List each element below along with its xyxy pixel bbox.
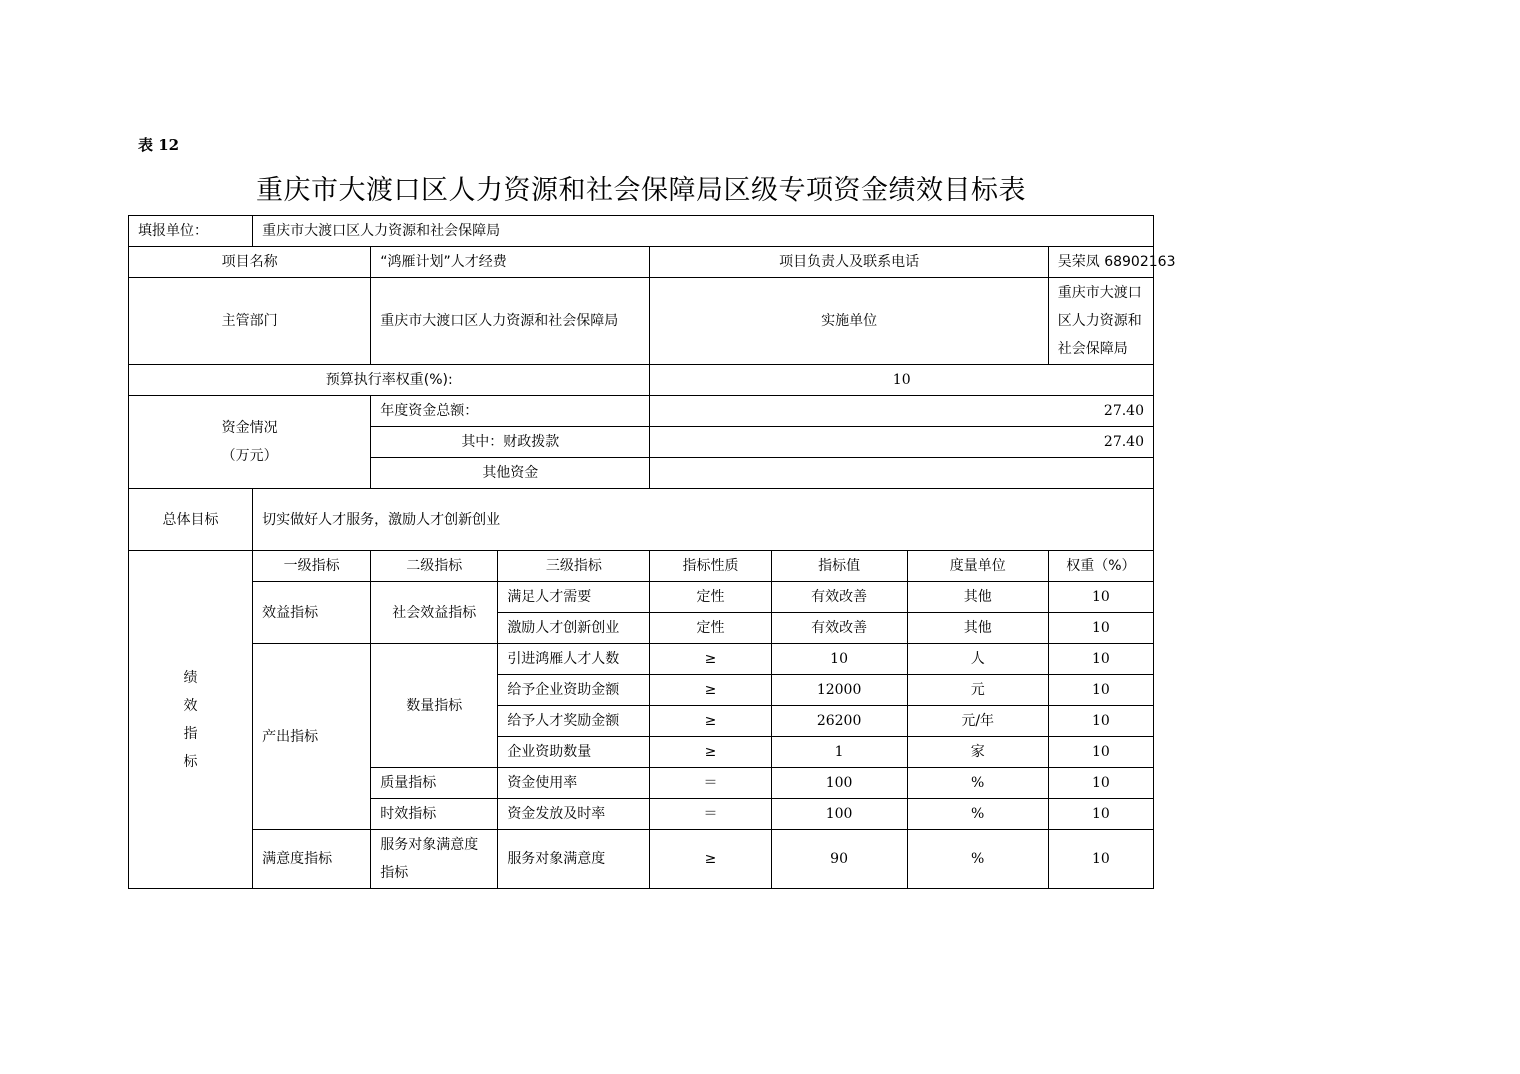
level3-cell: 引进鸿雁人才人数 (498, 644, 650, 675)
unit-cell: 其他 (907, 613, 1048, 644)
weight-cell: 10 (1048, 582, 1153, 613)
table-row (129, 551, 1154, 582)
unit-cell: % (907, 799, 1048, 830)
performance-target-table (128, 215, 1176, 889)
weight-cell: 10 (1048, 737, 1153, 768)
impl-unit-value: 重庆市大渡口区人力资源和社会保障局 (1048, 278, 1153, 365)
funds-other-value (650, 458, 1154, 489)
table-row (129, 247, 1154, 278)
weight-cell: 10 (1048, 644, 1153, 675)
column-header: 指标值 (771, 551, 907, 582)
weight-cell: 10 (1048, 613, 1153, 644)
level3-cell: 给予企业资助金额 (498, 675, 650, 706)
level1-benefit: 效益指标 (253, 582, 371, 644)
nature-cell: ＝ (650, 768, 771, 799)
value-cell: 100 (771, 768, 907, 799)
unit-cell: 家 (907, 737, 1048, 768)
column-header: 权重（%） (1048, 551, 1153, 582)
level1-satisfaction: 满意度指标 (253, 830, 371, 889)
filing-unit-value: 重庆市大渡口区人力资源和社会保障局 (253, 216, 1154, 247)
table-row (129, 365, 1154, 396)
level2-quantity: 数量指标 (371, 644, 498, 768)
level1-output: 产出指标 (253, 644, 371, 830)
column-header: 度量单位 (907, 551, 1048, 582)
value-cell: 26200 (771, 706, 907, 737)
level2-quality: 质量指标 (371, 768, 498, 799)
value-cell: 1 (771, 737, 907, 768)
weight-cell: 10 (1048, 768, 1153, 799)
level3-cell: 企业资助数量 (498, 737, 650, 768)
unit-cell: 人 (907, 644, 1048, 675)
weight-cell: 10 (1048, 675, 1153, 706)
funds-total-value: 27.40 (650, 396, 1154, 427)
level2-timeliness: 时效指标 (371, 799, 498, 830)
table-number-label: 表 12 (138, 136, 180, 154)
nature-cell: 定性 (650, 582, 771, 613)
column-header: 三级指标 (498, 551, 650, 582)
table-row (129, 278, 1154, 365)
level3-cell: 给予人才奖励金额 (498, 706, 650, 737)
table-row (129, 216, 1154, 247)
dept-label: 主管部门 (129, 278, 371, 365)
table-row (129, 396, 1154, 427)
weight-cell: 10 (1048, 799, 1153, 830)
column-header: 二级指标 (371, 551, 498, 582)
level3-cell: 服务对象满意度 (498, 830, 650, 889)
level3-cell: 资金使用率 (498, 768, 650, 799)
table-row (129, 582, 1154, 613)
nature-cell: ＝ (650, 799, 771, 830)
project-name-label: 项目名称 (129, 247, 371, 278)
budget-weight-label: 预算执行率权重(%): (129, 365, 650, 396)
nature-cell: ≥ (650, 644, 771, 675)
unit-cell: 元/年 (907, 706, 1048, 737)
level2-social: 社会效益指标 (371, 582, 498, 644)
table-row (129, 644, 1154, 675)
filing-unit-label: 填报单位： (129, 216, 253, 247)
perf-label-char: 指 (183, 725, 198, 742)
impl-unit-label: 实施单位 (650, 278, 1048, 365)
value-cell: 有效改善 (771, 613, 907, 644)
perf-label-char: 效 (183, 697, 198, 714)
budget-weight-value: 10 (650, 365, 1154, 396)
nature-cell: ≥ (650, 706, 771, 737)
table-row (129, 489, 1154, 551)
value-cell: 12000 (771, 675, 907, 706)
funds-label (129, 396, 371, 489)
column-header: 一级指标 (253, 551, 371, 582)
level2-service: 服务对象满意度指标 (371, 830, 498, 889)
perf-label-char: 绩 (183, 669, 198, 686)
table-row (129, 830, 1154, 889)
contact-label: 项目负责人及联系电话 (650, 247, 1048, 278)
performance-indicators-label (129, 551, 253, 889)
value-cell: 有效改善 (771, 582, 907, 613)
dept-value: 重庆市大渡口区人力资源和社会保障局 (371, 278, 650, 365)
column-header: 指标性质 (650, 551, 771, 582)
funds-label-line2: （万元） (221, 448, 278, 464)
goal-value: 切实做好人才服务，激励人才创新创业 (253, 489, 1154, 551)
unit-cell: % (907, 768, 1048, 799)
funds-total-label: 年度资金总额： (371, 396, 650, 427)
nature-cell: ≥ (650, 675, 771, 706)
unit-cell: 元 (907, 675, 1048, 706)
goal-label: 总体目标 (129, 489, 253, 551)
level3-cell: 资金发放及时率 (498, 799, 650, 830)
nature-cell: ≥ (650, 830, 771, 889)
level3-cell: 激励人才创新创业 (498, 613, 650, 644)
value-cell: 100 (771, 799, 907, 830)
funds-other-label: 其他资金 (371, 458, 650, 489)
project-name-value: “鸿雁计划”人才经费 (371, 247, 650, 278)
funds-fiscal-value: 27.40 (650, 427, 1154, 458)
funds-label-line1: 资金情况 (221, 420, 278, 436)
value-cell: 90 (771, 830, 907, 889)
nature-cell: ≥ (650, 737, 771, 768)
level3-cell: 满足人才需要 (498, 582, 650, 613)
funds-fiscal-label: 其中：财政拨款 (371, 427, 650, 458)
weight-cell: 10 (1048, 706, 1153, 737)
perf-label-char: 标 (183, 753, 198, 770)
unit-cell: % (907, 830, 1048, 889)
weight-cell: 10 (1048, 830, 1153, 889)
value-cell: 10 (771, 644, 907, 675)
nature-cell: 定性 (650, 613, 771, 644)
page-title: 重庆市大渡口区人力资源和社会保障局区级专项资金绩效目标表 (256, 175, 1026, 206)
contact-value: 吴荣凤 68902163 (1048, 247, 1153, 278)
unit-cell: 其他 (907, 582, 1048, 613)
